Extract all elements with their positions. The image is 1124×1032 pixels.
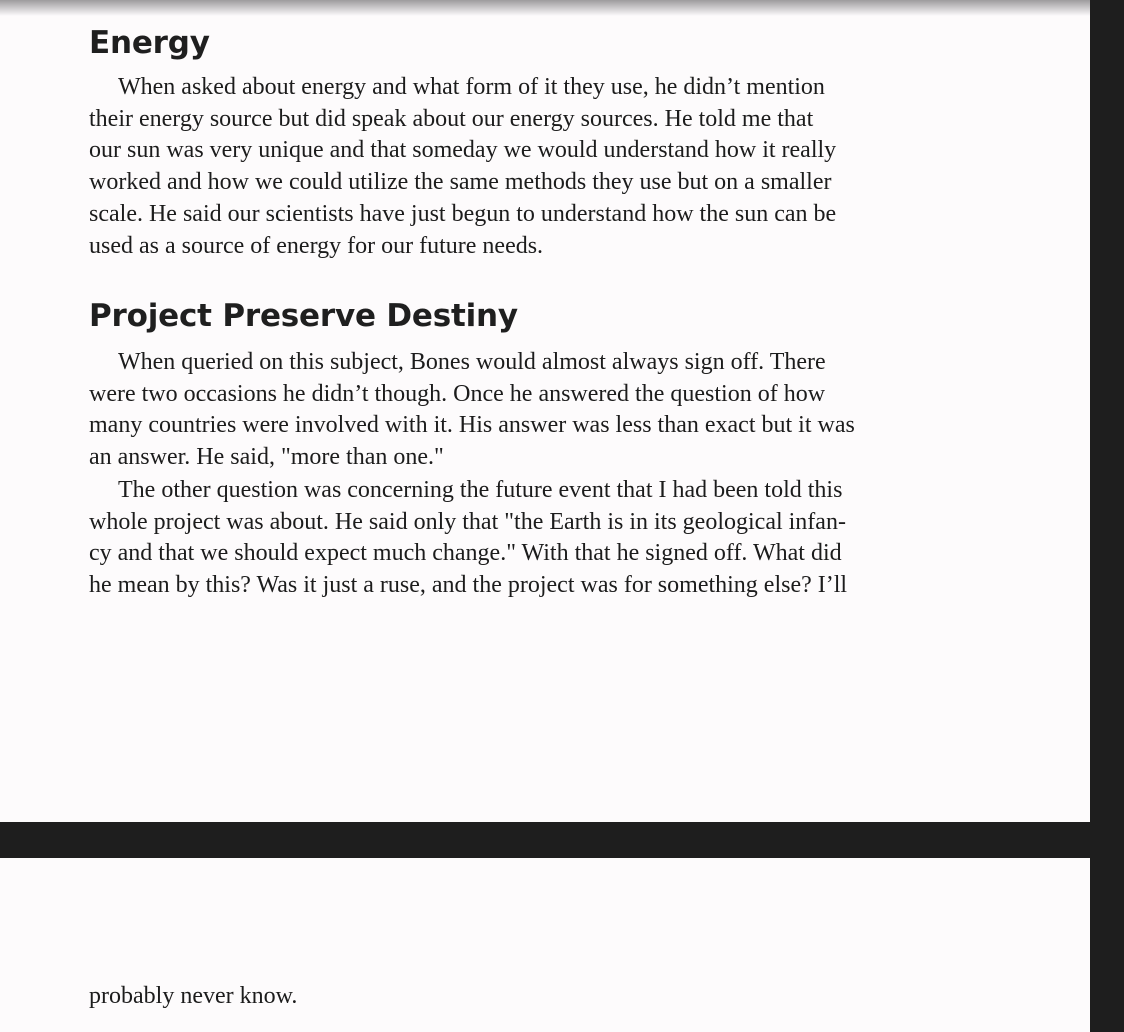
right-edge-bar	[1090, 0, 1124, 1032]
text-line: an answer. He said, "more than one."	[89, 444, 444, 471]
paragraph-energy	[89, 72, 989, 262]
page-gap	[0, 822, 1090, 858]
text-line: scale. He said our scientists have just begun to understand how the sun can be	[89, 200, 837, 227]
text-line: our sun was very unique and that someday we would understand how it really	[89, 137, 837, 164]
text-line: cy and that we should expect much change." With that he signed off. What did	[89, 540, 842, 567]
paragraph-continuation	[89, 981, 989, 1013]
text-line: he mean by this? Was it just a ruse, and the project was for something else? I’ll	[89, 572, 848, 599]
text-line: When asked about energy and what form of it they use, he didn’t mention	[118, 74, 825, 100]
section-heading-project-preserve-destiny: Project Preserve Destiny	[89, 298, 518, 334]
text-line: used as a source of energy for our future needs.	[89, 232, 544, 259]
page-lower[interactable]	[0, 858, 1090, 1032]
top-shadow	[0, 0, 1090, 16]
text-line: many countries were involved with it. His answer was less than exact but it was	[89, 412, 855, 439]
text-line: worked and how we could utilize the same methods they use but on a smaller	[89, 169, 832, 196]
text-line: The other question was concerning the future event that I had been told this	[118, 477, 843, 503]
text-line: whole project was about. He said only that "the Earth is in its geological infan-	[89, 508, 846, 535]
paragraph-project-2	[89, 475, 989, 602]
text-line: probably never know.	[89, 983, 298, 1009]
text-line: their energy source but did speak about our energy sources. He told me that	[89, 105, 814, 132]
section-heading-energy: Energy	[89, 25, 210, 61]
text-line: When queried on this subject, Bones would almost always sign off. There	[118, 349, 826, 375]
text-line: were two occasions he didn’t though. Once he answered the question of how	[89, 380, 826, 407]
paragraph-project-1	[89, 347, 989, 474]
